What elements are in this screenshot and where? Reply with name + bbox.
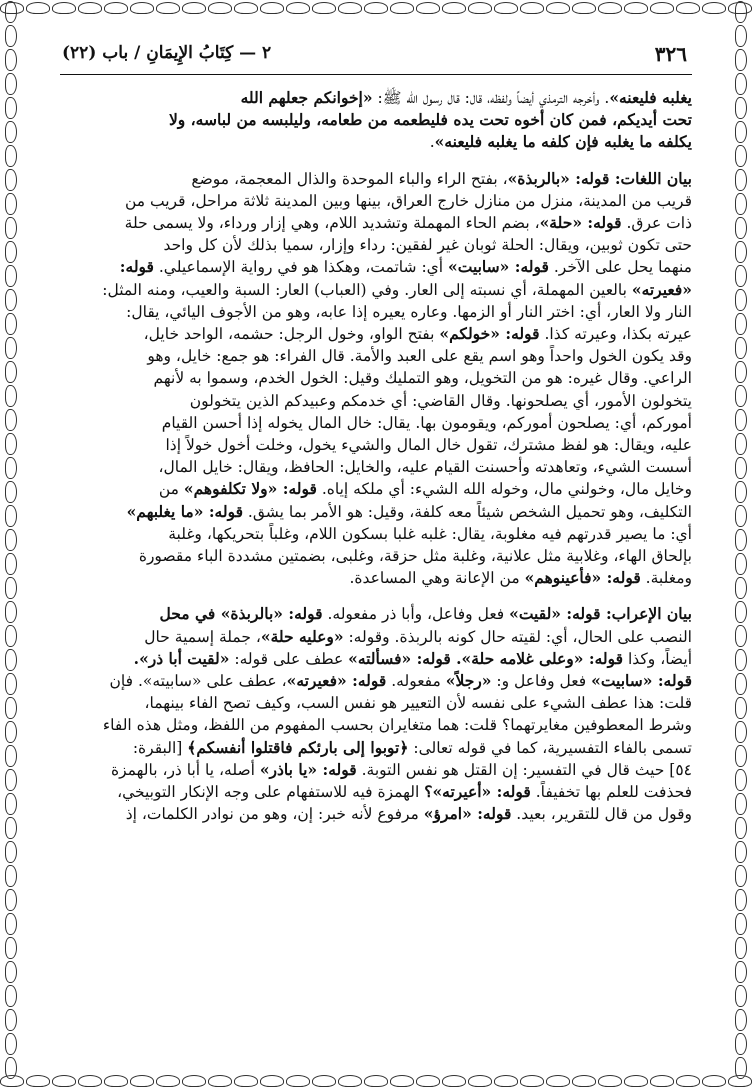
border-ornament: [416, 1075, 440, 1087]
border-ornament: [572, 2, 596, 14]
border-ornament: [5, 457, 17, 479]
text-line: [60, 648, 692, 670]
text-segment: ٥٤] حيث قال في التفسير: إن القتل هو نفس التوبة.: [356, 760, 692, 779]
text-line: [60, 781, 692, 803]
border-ornament: [735, 409, 747, 431]
text-segment: بالعين المهملة، أي نسبته إلى العار. وفي (العباب) العار: السبة والعيب، ومنه المثل:: [102, 280, 632, 299]
text-line: [60, 567, 692, 589]
text-segment: التكليف، وهو تحميل الشخص شيئاً معه كلفة، وقيل: هو الأمر بما يشق.: [243, 502, 692, 521]
border-ornament: [104, 2, 128, 14]
border-ornament: [650, 1075, 674, 1087]
border-ornament: [5, 337, 17, 359]
text-line: [60, 412, 692, 434]
bold-text-segment: «فعيرته»: [631, 279, 692, 299]
border-ornament: [735, 433, 747, 455]
text-segment: عطف على قوله:: [229, 649, 349, 668]
border-ornament: [5, 313, 17, 335]
border-ornament: [572, 1075, 596, 1087]
text-line: [60, 345, 692, 367]
border-ornament: [364, 1075, 388, 1087]
text-segment: ، جملة إسمية حال: [144, 627, 261, 646]
text-line: [60, 256, 692, 278]
border-ornament: [5, 361, 17, 383]
text-segment: ذات عرق.: [621, 214, 692, 233]
border-ornament: [364, 2, 388, 14]
border-ornament: [735, 505, 747, 527]
border-ornament: [5, 433, 17, 455]
border-ornament: [5, 49, 17, 71]
border-ornament: [5, 649, 17, 671]
text-segment: ، بفتح الراء والباء الموحدة والذال المعجمة، موضع: [191, 169, 508, 188]
text-segment: يتخولون الأمور، أي يصلحونها. وقال القاضي: أي خدمكم وعبيدكم الذين يتخولون: [189, 391, 692, 410]
border-ornament: [5, 121, 17, 143]
text-segment: أي: شاتمت، وهكذا هو في رواية الإسماعيلي.: [153, 258, 449, 277]
text-line: [60, 714, 692, 736]
border-ornament: [735, 337, 747, 359]
border-ornament: [26, 1075, 50, 1087]
border-ornament: [5, 961, 17, 983]
border-ornament: [735, 553, 747, 575]
text-segment: ، بضم الحاء المهملة وتشديد اللام، وهي إزار ورداء، ولا يسمى حلة: [124, 214, 540, 233]
bold-text-segment: بيان الإعراب: قوله: «لقيت»: [509, 604, 692, 624]
text-line: [60, 131, 692, 153]
text-line: [60, 434, 692, 456]
border-ornament: [735, 865, 747, 887]
text-segment: ، عطف على «سابيته». فإن: [109, 672, 287, 691]
border-ornament: [598, 2, 622, 14]
border-ornament: [156, 1075, 180, 1087]
border-ornament: [735, 961, 747, 983]
border-ornament: [468, 1075, 492, 1087]
border-ornament: [208, 2, 232, 14]
text-segment: مفعوله.: [386, 672, 446, 691]
text-line: [60, 737, 692, 759]
text-line: [60, 803, 692, 825]
text-segment: من: [158, 480, 184, 499]
border-ornament: [5, 553, 17, 575]
text-line: [60, 501, 692, 523]
border-ornament: [5, 73, 17, 95]
border-ornament: [5, 817, 17, 839]
text-segment: ومغلبة.: [640, 569, 692, 588]
bold-text-segment: قوله: «سابيت»: [448, 257, 549, 277]
bold-text-segment: قوله: «حلة»: [539, 213, 622, 233]
border-ornament: [5, 793, 17, 815]
border-ornament: [735, 265, 747, 287]
text-segment: النصب على الحال، أي: لقيته حال كونه بالربذة. وقوله:: [343, 627, 692, 646]
border-ornament: [312, 1075, 336, 1087]
text-segment: الهمزة فيه للاستفهام على وجه الإنكار التوبيخي،: [117, 783, 425, 802]
border-ornament: [5, 577, 17, 599]
text-line: [60, 168, 692, 190]
text-line: [60, 279, 692, 301]
border-ornament: [52, 1075, 76, 1087]
page-number: ٣٢٦: [654, 42, 687, 66]
border-ornament: [5, 529, 17, 551]
bold-text-segment: يغلبه فليعنه»: [609, 88, 692, 107]
border-ornament: [130, 1075, 154, 1087]
text-segment: [البقرة:: [132, 738, 188, 757]
border-ornament: [5, 265, 17, 287]
text-line: [60, 212, 692, 234]
text-segment: بإلحاق الهاء، وغلابية مثل علانية، وغلبة مثل حزقة، وغلبى، بضمتين مشددة الباء مقصورة: [138, 547, 692, 566]
border-ornament: [260, 2, 284, 14]
border-ornament: [735, 721, 747, 743]
border-ornament: [5, 889, 17, 911]
text-segment: فعل وفاعل، وأبا ذر مفعوله.: [322, 605, 510, 624]
border-ornament: [735, 1057, 747, 1079]
text-line: [60, 301, 692, 323]
bold-text-segment: قوله: «أعيرته»؟: [424, 782, 531, 802]
border-ornament: [5, 865, 17, 887]
paragraph-language-explanation: [60, 168, 692, 590]
border-ornament: [26, 2, 50, 14]
border-ornament: [650, 2, 674, 14]
decorative-border-right: [730, 0, 752, 1089]
border-ornament: [286, 1075, 310, 1087]
border-ornament: [520, 2, 544, 14]
border-ornament: [182, 2, 206, 14]
border-ornament: [520, 1075, 544, 1087]
border-ornament: [182, 1075, 206, 1087]
text-line: [60, 234, 692, 256]
text-segment: تسمى بالفاء التفسيرية، كما في قوله تعالى:: [408, 738, 692, 757]
border-ornament: [5, 913, 17, 935]
border-ornament: [5, 97, 17, 119]
border-ornament: [735, 361, 747, 383]
bold-text-segment: قوله: «وعلى غلامه حلة». قوله: «فسألته»: [348, 648, 624, 668]
border-ornament: [735, 145, 747, 167]
border-ornament: [338, 2, 362, 14]
border-ornament: [5, 1, 17, 23]
bold-text-segment: قوله: «سابيت»: [591, 671, 692, 691]
border-ornament: [5, 769, 17, 791]
border-ornament: [624, 2, 648, 14]
border-ornament: [735, 601, 747, 623]
bold-text-segment: قوله: «امرؤ»: [423, 804, 512, 824]
bold-text-segment: قوله:: [119, 257, 154, 277]
border-ornament: [735, 577, 747, 599]
border-ornament: [312, 2, 336, 14]
bold-text-segment: قوله: «فعيرته»: [286, 671, 387, 691]
border-ornament: [546, 1075, 570, 1087]
border-ornament: [260, 1075, 284, 1087]
border-ornament: [5, 409, 17, 431]
text-segment: مرفوع لأنه خبر: إن، وهو من نوادر الكلمات، إذ: [125, 805, 424, 824]
border-ornament: [78, 1075, 102, 1087]
bold-text-segment: يكلفه ما يغلبه فإن كلفه ما يغلبه فليعنه»: [434, 132, 692, 152]
border-ornament: [735, 217, 747, 239]
border-ornament: [735, 889, 747, 911]
border-ornament: [5, 1033, 17, 1055]
bold-text-segment: «وعليه حلة»: [260, 626, 344, 646]
border-ornament: [5, 289, 17, 311]
text-segment: أموركم، أي: يصلحون أموركم، ويقومون بها. يقال: خال المال يخوله إذا أحسن القيام: [161, 413, 692, 432]
text-segment: النار ولا العار، أي: اختر النار أو الزمها. وعاره يعيره إذا عابه، وهو من الأجوف اليائي، يقال:: [126, 302, 692, 321]
border-ornament: [104, 1075, 128, 1087]
bold-text-segment: «إخوانكم جعلهم الله: [240, 88, 373, 107]
border-ornament: [735, 1, 747, 23]
text-line: [60, 87, 692, 109]
text-line: [60, 523, 692, 545]
bold-text-segment: قوله: «ما يغلبهم»: [126, 501, 243, 521]
border-ornament: [5, 505, 17, 527]
border-ornament: [735, 313, 747, 335]
border-ornament: [735, 241, 747, 263]
text-segment: وقول من قال للتقرير، بعيد.: [511, 805, 692, 824]
text-line: [60, 603, 692, 625]
border-ornament: [735, 841, 747, 863]
border-ornament: [735, 385, 747, 407]
bold-text-segment: قوله: «بالربذة» في محل: [159, 604, 323, 624]
bold-text-segment: تحت أيديكم، فمن كان أخوه تحت يده فليطعمه من طعامه، وليلبسه من لباسه، ولا: [168, 110, 692, 130]
text-line: [60, 692, 692, 714]
border-ornament: [735, 193, 747, 215]
border-ornament: [735, 745, 747, 767]
border-ornament: [390, 1075, 414, 1087]
text-segment: وخايل مال، وخولني مال، وخوله الله الشيء: أي ملكه إياه.: [316, 480, 692, 499]
text-segment: أصله، يا أبا ذر، بالهمزة: [110, 760, 260, 779]
border-ornament: [156, 2, 180, 14]
bold-text-segment: ﴿توبوا إلى بارئكم فاقتلوا أنفسكم﴾: [187, 737, 409, 757]
border-ornament: [735, 937, 747, 959]
text-line: [60, 190, 692, 212]
bold-text-segment: قوله: «يا باذر»: [259, 759, 357, 779]
paragraph-hadith-text: [60, 87, 692, 154]
text-line: [60, 759, 692, 781]
border-ornament: [624, 1075, 648, 1087]
text-segment: من الإعانة وهي المساعدة.: [349, 569, 525, 588]
border-ornament: [442, 2, 466, 14]
border-ornament: [286, 2, 310, 14]
border-ornament: [208, 1075, 232, 1087]
border-ornament: [468, 2, 492, 14]
text-segment: فعل وفاعل و:: [491, 672, 592, 691]
border-ornament: [676, 2, 700, 14]
bold-text-segment: قوله: «ولا تكلفوهم»: [183, 479, 317, 499]
decorative-border-bottom: [0, 1073, 752, 1089]
border-ornament: [5, 673, 17, 695]
text-segment: قلت: هذا عطف الشيء على نفسه لأن التعيير هو نفس السب، وكيف تصح الفاء بينهما،: [144, 694, 692, 713]
text-line: [60, 367, 692, 389]
bold-text-segment: قوله: «خولكم»: [439, 324, 540, 344]
running-title: ٢ — كِتَابُ الإِيمَانِ / باب (٢٢): [62, 43, 272, 63]
border-ornament: [676, 1075, 700, 1087]
page-header: [62, 40, 687, 68]
text-segment: وقد يكون الخول واحداً وهو اسم يقع على العبد والأمة. قال الفراء: هو جمع: خايل، وهو: [147, 347, 692, 366]
border-ornament: [5, 1057, 17, 1079]
text-line: [60, 478, 692, 500]
text-segment: عليه، ويقال: هو لفظ مشترك، تقول خال المال والشيء يخول، وخلت أخول خولاً إذا: [165, 436, 692, 455]
border-ornament: [5, 721, 17, 743]
border-ornament: [735, 649, 747, 671]
border-ornament: [5, 217, 17, 239]
border-ornament: [546, 2, 570, 14]
border-ornament: [5, 481, 17, 503]
border-ornament: [735, 481, 747, 503]
decorative-border-top: [0, 0, 752, 16]
border-ornament: [5, 601, 17, 623]
border-ornament: [735, 817, 747, 839]
border-ornament: [390, 2, 414, 14]
text-segment: أيضاً، وكذا: [623, 649, 692, 668]
text-line: [60, 670, 692, 692]
border-ornament: [494, 2, 518, 14]
border-ornament: [735, 697, 747, 719]
text-segment: أي: ما يصير قدرتهم فيه مغلوبة، يقال: غلبه غلبا بسكون اللام، وغلباً بتحريكها، وغلبة: [168, 524, 692, 543]
border-ornament: [702, 1075, 726, 1087]
text-line: [60, 626, 692, 648]
border-ornament: [735, 1009, 747, 1031]
border-ornament: [5, 985, 17, 1007]
bold-text-segment: بيان اللغات: قوله: «بالربذة»: [507, 168, 692, 188]
border-ornament: [735, 97, 747, 119]
border-ornament: [5, 193, 17, 215]
border-ornament: [52, 2, 76, 14]
border-ornament: [5, 385, 17, 407]
text-segment: . وأخرجه الترمذي أيضاً ولفظه، قال: قال رسول الله ﷺ:: [372, 89, 610, 107]
border-ornament: [494, 1075, 518, 1087]
bold-text-segment: «رجلاً»: [445, 671, 492, 691]
paragraph-grammar-explanation: [60, 603, 692, 825]
border-ornament: [5, 937, 17, 959]
bold-text-segment: «لقيت أبا ذر».: [133, 648, 230, 668]
header-divider: [60, 74, 692, 75]
border-ornament: [735, 49, 747, 71]
text-line: [60, 456, 692, 478]
border-ornament: [5, 697, 17, 719]
decorative-border-left: [0, 0, 22, 1089]
border-ornament: [735, 73, 747, 95]
text-segment: الراعي. وقال غيره: هو من التخويل، وهو التمليك وقيل: الخول الخدم، وسموا به لأنهم: [153, 369, 692, 388]
text-segment: أسست الشيء، وتعاهدته وأحسنت القيام عليه، والخايل: الحافظ، ويقال: خايل المال،: [158, 458, 692, 477]
text-line: [60, 109, 692, 131]
border-ornament: [735, 121, 747, 143]
border-ornament: [130, 2, 154, 14]
border-ornament: [234, 1075, 258, 1087]
text-line: [60, 545, 692, 567]
text-segment: .: [429, 133, 435, 152]
border-ornament: [416, 2, 440, 14]
bold-text-segment: قوله: «فأعينوهم»: [524, 568, 641, 588]
text-line: [60, 323, 692, 345]
border-ornament: [735, 769, 747, 791]
text-segment: فحذفت للعلم بها تخفيفاً.: [530, 783, 692, 802]
border-ornament: [735, 457, 747, 479]
border-ornament: [735, 529, 747, 551]
text-segment: بفتح الواو، وخول الرجل: حشمه، الواحد خايل،: [143, 325, 440, 344]
text-segment: عيرته بكذا، وعيرته كذا.: [539, 325, 692, 344]
border-ornament: [735, 625, 747, 647]
border-ornament: [735, 913, 747, 935]
text-line: [60, 390, 692, 412]
border-ornament: [5, 625, 17, 647]
border-ornament: [5, 1009, 17, 1031]
border-ornament: [442, 1075, 466, 1087]
border-ornament: [5, 145, 17, 167]
border-ornament: [338, 1075, 362, 1087]
border-ornament: [234, 2, 258, 14]
border-ornament: [5, 25, 17, 47]
text-segment: قريب من المدينة، منزل من منازل خارج العراق، بينها وبين المدينة ثلاثة مراحل، قريب من: [124, 191, 692, 210]
border-ornament: [735, 985, 747, 1007]
border-ornament: [735, 793, 747, 815]
text-segment: وشرط المعطوفين مغايرتهما؟ قلت: هما متغايران بحسب المفهوم من اللفظ، ومثل هذه الفاء: [102, 716, 692, 735]
border-ornament: [78, 2, 102, 14]
text-segment: منهما يحل على الآخر.: [548, 258, 692, 277]
border-ornament: [702, 2, 726, 14]
border-ornament: [598, 1075, 622, 1087]
border-ornament: [735, 289, 747, 311]
border-ornament: [735, 169, 747, 191]
border-ornament: [5, 169, 17, 191]
border-ornament: [735, 673, 747, 695]
border-ornament: [5, 745, 17, 767]
border-ornament: [735, 25, 747, 47]
border-ornament: [5, 841, 17, 863]
body-text: [60, 87, 692, 826]
text-segment: حتى تكون ثوبين، ويقال: الحلة ثوبان غير لفقين: رداء وإزار، سميا بذلك لأن كل واحد: [163, 236, 692, 255]
border-ornament: [735, 1033, 747, 1055]
border-ornament: [5, 241, 17, 263]
